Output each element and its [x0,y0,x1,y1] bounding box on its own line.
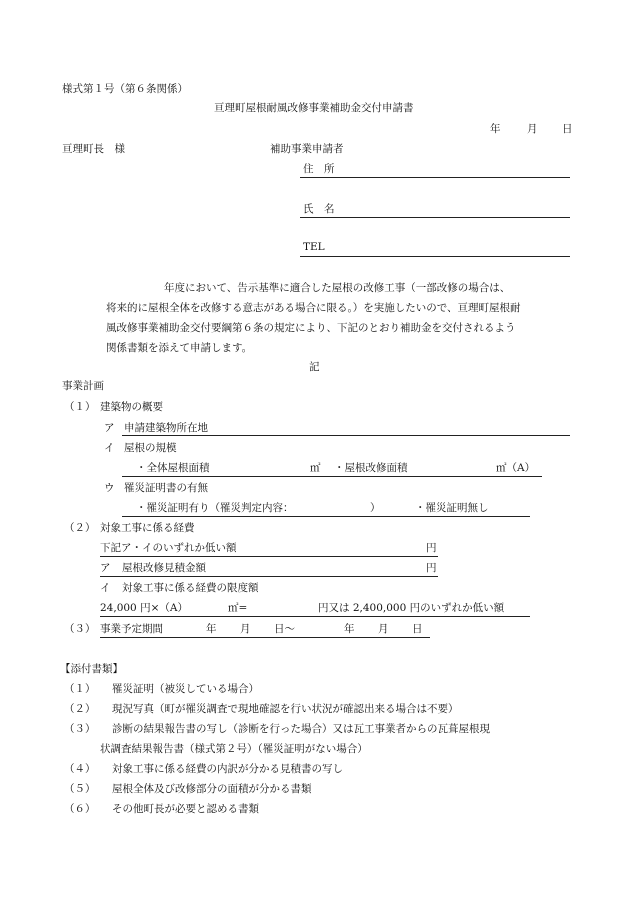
lower-amount-yen: 円 [426,542,437,554]
period-start-year: 年 [206,623,217,635]
name-field[interactable] [300,217,570,218]
date-year: 年 [490,123,501,135]
form-number: 様式第１号（第６条関係） [62,83,188,95]
period-start-month: 月 [240,623,251,635]
section-1-number: （１） [64,401,96,413]
period-end-year: 年 [344,623,355,635]
address-label: 住 所 [303,163,335,175]
disaster-cert-label: 罹災証明書の有無 [124,482,208,494]
body-line-4: 関係書類を添えて申請します。 [106,342,253,354]
roof-area-field[interactable] [122,476,542,477]
attachment-number: （６） [64,803,96,815]
roof-size-label: 屋根の規模 [124,442,177,454]
building-location-field[interactable] [122,435,570,436]
attachment-number: （３） [64,723,96,735]
section-3-number: （３） [64,623,96,635]
date-day: 日 [562,123,573,135]
tel-label: TEL [303,241,325,253]
applicant-heading: 補助事業申請者 [270,143,344,155]
estimate-label: 屋根改修見積金額 [122,562,206,574]
period-start-day: 日～ [274,623,295,635]
period-field[interactable] [100,637,430,638]
period-end-month: 月 [378,623,389,635]
attachment-number: （５） [64,783,96,795]
attachment-number: （２） [64,703,96,715]
attachment-text: 現況写真（町が罹災調査で現地確認を行い状況が確認出来る場合は不要） [112,703,459,715]
renovation-area-label: ・屋根改修面積 [334,462,408,474]
body-line-3: 風改修事業補助金交付要綱第６条の規定により、下記のとおり補助金を交付されるよう [106,322,516,334]
disaster-cert-yes[interactable]: ・罹災証明有り（罹災判定内容： [136,502,294,514]
disaster-cert-no[interactable]: ・罹災証明無し [415,502,489,514]
estimate-kana: ア [100,562,111,574]
total-roof-area-label: ・全体屋根面積 [136,462,210,474]
renovation-area-unit: ㎡（A） [496,462,536,474]
date-month: 月 [527,123,538,135]
formula-field[interactable] [100,616,530,617]
attachment-text: 対象工事に係る経費の内訳が分かる見積書の写し [112,763,343,775]
disaster-cert-close-paren: ） [370,502,381,514]
name-label: 氏 名 [303,203,335,215]
tel-field[interactable] [300,256,570,257]
disaster-cert-field[interactable] [122,516,530,517]
address-field[interactable] [300,177,570,178]
section-3-title: 事業予定期間 [100,623,163,635]
lower-amount-field[interactable] [100,556,438,557]
formula-equals: ㎡= [228,602,248,614]
lower-amount-label: 下記ア・イのいずれか低い額 [100,542,237,554]
section-1-title: 建築物の概要 [100,401,163,413]
total-roof-area-unit: ㎡ [310,462,321,474]
attachments-heading: 【添付書類】 [60,663,123,675]
estimate-yen: 円 [426,562,437,574]
attachment-number: （１） [64,683,96,695]
limit-kana: イ [100,582,111,594]
item-u-kana: ウ [104,482,115,494]
section-2-number: （２） [64,522,96,534]
attachment-text: その他町長が必要と認める書類 [112,803,259,815]
limit-label: 対象工事に係る経費の限度額 [122,582,259,594]
estimate-field[interactable] [100,576,438,577]
plan-heading: 事業計画 [62,380,104,392]
item-a-kana: ア [104,422,115,434]
item-i-kana: イ [104,442,115,454]
body-line-2: 将来的に屋根全体を改修する意志がある場合に限る。）を実施したいので、亘理町屋根耐 [106,302,521,314]
addressee: 亘理町長 様 [62,143,125,155]
document-title: 亘理町屋根耐風改修事業補助金交付申請書 [214,102,414,114]
ki-mark: 記 [309,361,320,373]
attachment-text-continued: 状調査結果報告書（様式第２号）（罹災証明がない場合） [100,743,368,755]
attachment-text: 罹災証明（被災している場合） [112,683,259,695]
formula-left: 24,000 円×（A） [100,602,188,614]
attachment-text: 屋根全体及び改修部分の面積が分かる書類 [112,783,312,795]
building-location-label: 申請建築物所在地 [124,422,208,434]
attachment-text: 診断の結果報告書の写し（診断を行った場合）又は瓦工事業者からの瓦葺屋根現 [112,723,490,735]
body-line-1: 年度において、告示基準に適合した屋根の改修工事（一部改修の場合は、 [164,282,511,294]
attachment-number: （４） [64,763,96,775]
formula-right: 円又は 2,400,000 円のいずれか低い額 [318,602,505,614]
section-2-title: 対象工事に係る経費 [100,522,195,534]
period-end-day: 日 [412,623,423,635]
